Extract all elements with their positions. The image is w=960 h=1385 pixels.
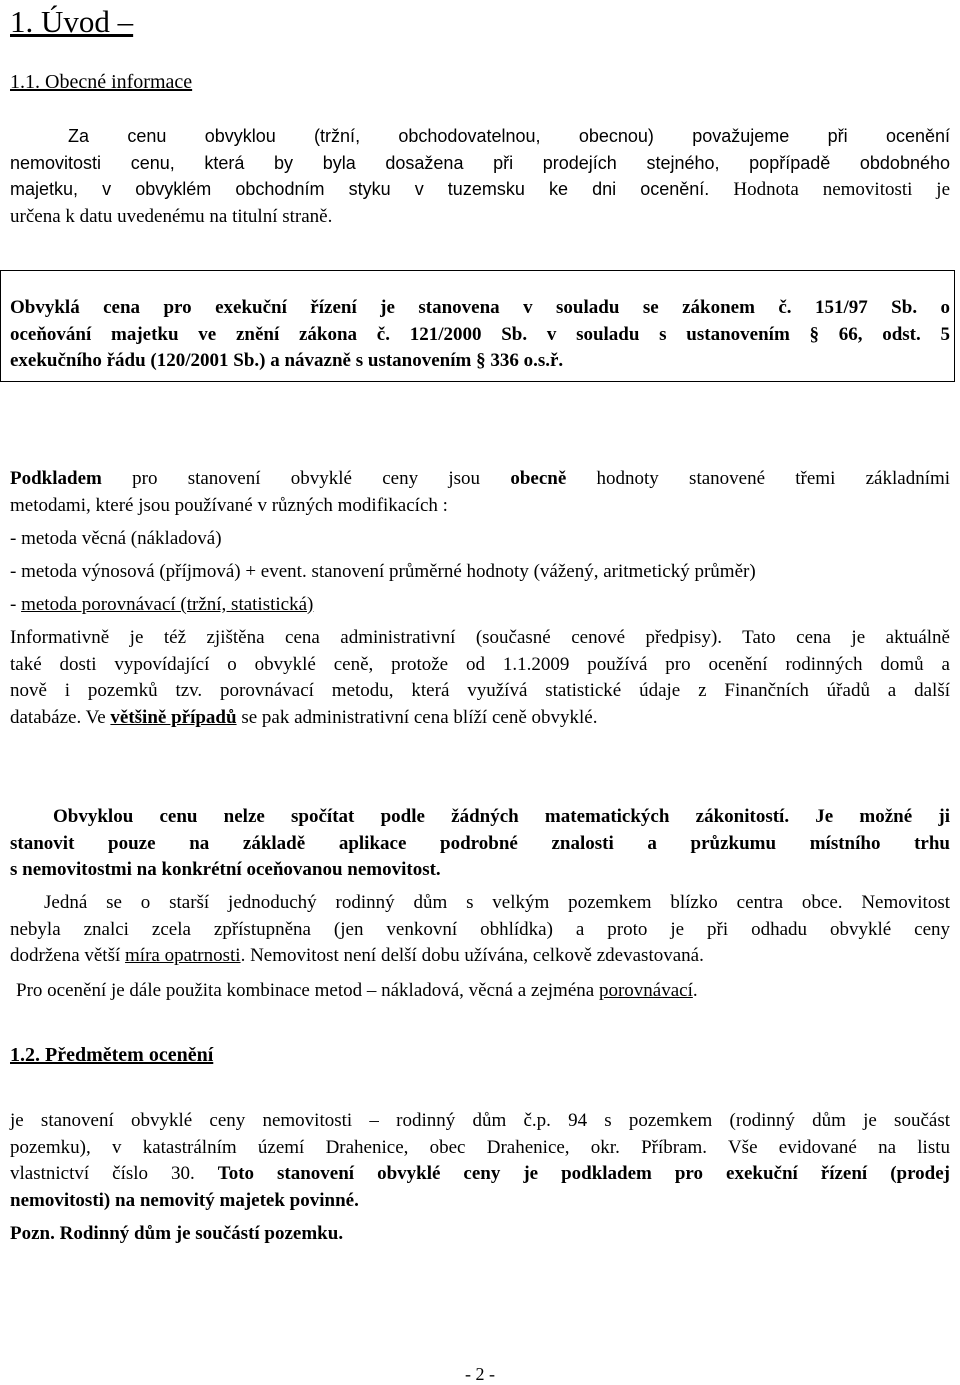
method-item: - metoda věcná (nákladová) xyxy=(10,528,222,549)
basis-text: pro stanovení obvyklé ceny jsou xyxy=(132,468,481,489)
house-paragraph xyxy=(10,890,950,970)
subject-text: vlastnictví číslo 30. xyxy=(10,1163,218,1184)
combination-text: Pro ocenění je dále použita kombinace metod – nákladová, věcná a zejména xyxy=(16,980,599,1001)
house-line: Jedná se o starší jednoduchý rodinný dům s velkým pozemkem blízko centra obce. Nemovitost xyxy=(44,892,950,913)
legal-line: oceňování majetku ve znění zákona č. 121/2000 Sb. v souladu s ustanovením § 66, odst. 5 xyxy=(10,323,950,345)
subject-line: pozemku), v katastrálním území Drahenice, obec Drahenice, okr. Příbram. Vše evidované na listu xyxy=(10,1136,950,1158)
house-underlined: míra opatrnosti xyxy=(125,945,241,966)
informative-line: Informativně je též zjištěna cena administrativní (současné cenové předpisy). Tato cena je aktuálně xyxy=(10,627,950,648)
intro-line: Za cenu obvyklou (tržní, obchodovatelnou, obecnou) považujeme při ocenění xyxy=(68,126,950,146)
note: Pozn. Rodinný dům je součástí pozemku. xyxy=(10,1223,344,1244)
basis-text: hodnoty stanovené třemi základními xyxy=(596,468,951,489)
legal-box-text xyxy=(10,295,950,375)
informative-line: také dosti vypovídající o obvyklé ceně, protože od 1.1.2009 používá pro ocenění rodinných domů a xyxy=(10,653,950,675)
subject-line: nemovitosti) na nemovitý majetek povinné. xyxy=(10,1189,359,1211)
method-item xyxy=(10,594,313,616)
subject-paragraph xyxy=(10,1108,950,1214)
subject-bold: Toto stanovení obvyklé ceny je podkladem pro exekuční řízení (prodej xyxy=(217,1163,950,1184)
basis-line xyxy=(10,466,950,493)
basis-bold-word: Podkladem xyxy=(10,468,102,489)
informative-line: nově i pozemků tzv. porovnávací metodu, která využívá statistické údaje z Finančních úřadů a další xyxy=(10,680,950,701)
method-comparative: metoda porovnávací (tržní, statistická) xyxy=(21,594,314,615)
market-paragraph xyxy=(10,804,950,884)
intro-line-part: majetku, v obvyklém obchodním styku v tuzemsku ke dni ocenění. xyxy=(10,179,710,199)
combination-text: . xyxy=(692,980,698,1001)
market-line: Obvyklou cenu nelze spočítat podle žádných matematických zákonitostí. Je možné ji xyxy=(53,806,950,827)
page-number: - 2 - xyxy=(465,1364,495,1384)
combination-sentence xyxy=(16,980,698,1002)
market-line: s nemovitostmi na konkrétní oceňovanou nemovitost. xyxy=(10,859,441,880)
intro-line xyxy=(10,176,950,204)
subject-line: je stanovení obvyklé ceny nemovitosti – rodinný dům č.p. 94 s pozemkem (rodinný dům je součást xyxy=(10,1110,950,1131)
subject-line xyxy=(10,1161,950,1188)
informative-text: se pak administrativní cena blíží ceně obvyklé. xyxy=(236,706,598,728)
basis-line: metodami, které jsou používané v různých modifikacích : xyxy=(10,494,448,516)
informative-text: databáze. Ve xyxy=(10,706,111,728)
basis-paragraph xyxy=(10,466,950,519)
basis-bold-word: obecně xyxy=(510,468,567,489)
intro-line-part: Hodnota nemovitosti je xyxy=(733,179,950,200)
legal-line: Obvyklá cena pro exekuční řízení je stanovena v souladu se zákonem č. 151/97 Sb. o xyxy=(10,297,950,318)
section-heading-general-info: 1.1. Obecné informace xyxy=(10,71,193,93)
chapter-heading: 1. Úvod – xyxy=(10,4,134,39)
method-item: - metoda výnosová (příjmová) + event. stanovení průměrné hodnoty (vážený, aritmetický průměr) xyxy=(10,561,756,582)
informative-line xyxy=(10,705,950,732)
house-line xyxy=(10,943,950,970)
section-heading-subject: 1.2. Předmětem ocenění xyxy=(10,1044,214,1066)
method-dash: - xyxy=(10,594,22,615)
intro-paragraph xyxy=(10,123,950,230)
legal-line: exekučního řádu (120/2001 Sb.) a návazně s ustanovením § 336 o.s.ř. xyxy=(10,350,564,371)
house-text: . Nemovitost není delší dobu užívána, celkově zdevastovaná. xyxy=(240,945,704,966)
house-line: nebyla znalci zcela zpřístupněna (jen venkovní obhlídka) a proto je při odhadu obvyklé ceny xyxy=(10,918,950,940)
house-text: dodržena větší xyxy=(10,945,126,966)
combination-underlined: porovnávací xyxy=(598,980,693,1001)
market-line: stanovit pouze na základě aplikace podrobné znalosti a průzkumu místního trhu xyxy=(10,832,950,854)
intro-line: nemovitosti cenu, která by byla dosažena při prodejích stejného, popřípadě obdobného xyxy=(10,152,950,173)
informative-emphasis: většině případů xyxy=(110,706,237,728)
intro-line: určena k datu uvedenému na titulní straně. xyxy=(10,205,333,227)
informative-paragraph xyxy=(10,625,950,731)
